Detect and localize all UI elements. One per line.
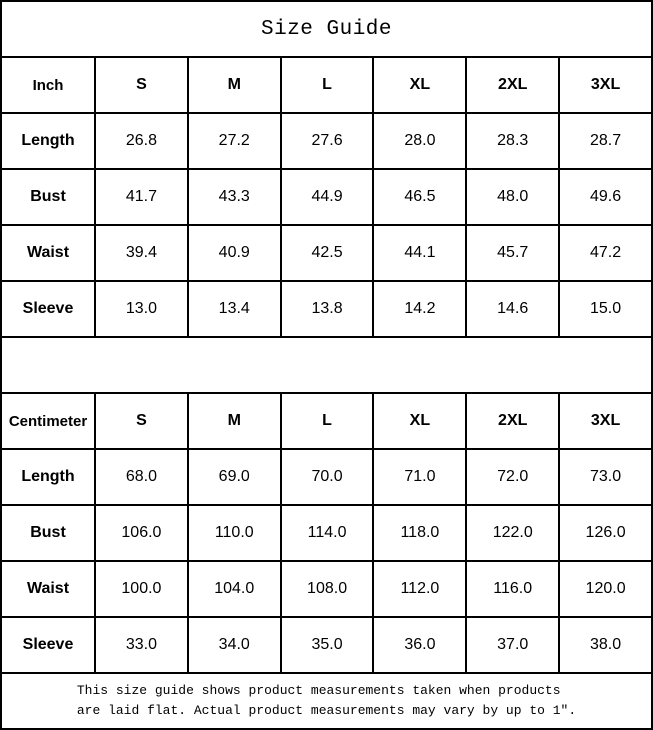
title-row — [1, 1, 652, 57]
inch-sleeve-l: 13.8 — [281, 281, 374, 337]
inch-waist-2xl: 45.7 — [466, 225, 559, 281]
footer-line-2: are laid flat. Actual product measurements may vary by up to 1″. — [76, 703, 577, 718]
cm-sleeve-l: 35.0 — [281, 617, 374, 673]
inch-waist-m: 40.9 — [188, 225, 281, 281]
cm-waist-3xl: 120.0 — [559, 561, 652, 617]
spacer-cell — [1, 337, 652, 393]
cm-bust-label: Bust — [1, 505, 95, 561]
inch-size-header-2xl: 2XL — [466, 57, 559, 113]
inch-header-row — [1, 57, 652, 113]
cm-bust-xl: 118.0 — [373, 505, 466, 561]
cm-sleeve-label: Sleeve — [1, 617, 95, 673]
cm-length-m: 69.0 — [188, 449, 281, 505]
inch-unit-header: Inch — [1, 57, 95, 113]
inch-sleeve-2xl: 14.6 — [466, 281, 559, 337]
cm-unit-header: Centimeter — [1, 393, 95, 449]
inch-size-header-xl: XL — [373, 57, 466, 113]
footer-line-1: This size guide shows product measurements taken when products — [76, 683, 561, 698]
cm-bust-3xl: 126.0 — [559, 505, 652, 561]
inch-bust-label: Bust — [1, 169, 95, 225]
inch-length-xl: 28.0 — [373, 113, 466, 169]
cm-header-row — [1, 393, 652, 449]
inch-row-bust — [1, 169, 652, 225]
cm-row-bust — [1, 505, 652, 561]
cm-waist-2xl: 116.0 — [466, 561, 559, 617]
inch-bust-s: 41.7 — [95, 169, 188, 225]
inch-sleeve-3xl: 15.0 — [559, 281, 652, 337]
cm-sleeve-3xl: 38.0 — [559, 617, 652, 673]
inch-waist-xl: 44.1 — [373, 225, 466, 281]
inch-bust-3xl: 49.6 — [559, 169, 652, 225]
cm-bust-m: 110.0 — [188, 505, 281, 561]
inch-sleeve-xl: 14.2 — [373, 281, 466, 337]
cm-bust-2xl: 122.0 — [466, 505, 559, 561]
cm-row-waist — [1, 561, 652, 617]
inch-waist-s: 39.4 — [95, 225, 188, 281]
inch-length-s: 26.8 — [95, 113, 188, 169]
inch-size-header-m: M — [188, 57, 281, 113]
cm-length-label: Length — [1, 449, 95, 505]
cm-sleeve-s: 33.0 — [95, 617, 188, 673]
cm-sleeve-3xl-prev: 37.0 — [466, 617, 559, 673]
inch-sleeve-s: 13.0 — [95, 281, 188, 337]
inch-length-label: Length — [1, 113, 95, 169]
cm-waist-l: 108.0 — [281, 561, 374, 617]
cm-length-3xl: 73.0 — [559, 449, 652, 505]
inch-size-header-3xl: 3XL — [559, 57, 652, 113]
cm-length-xl: 71.0 — [373, 449, 466, 505]
inch-bust-m: 43.3 — [188, 169, 281, 225]
cm-waist-m: 104.0 — [188, 561, 281, 617]
cm-row-length — [1, 449, 652, 505]
cm-bust-l: 114.0 — [281, 505, 374, 561]
cm-bust-s: 106.0 — [95, 505, 188, 561]
inch-bust-l: 44.9 — [281, 169, 374, 225]
inch-bust-2xl: 48.0 — [466, 169, 559, 225]
cm-sleeve-m: 34.0 — [188, 617, 281, 673]
inch-row-sleeve — [1, 281, 652, 337]
spacer-row — [1, 337, 652, 393]
inch-bust-xl: 46.5 — [373, 169, 466, 225]
cm-size-header-m: M — [188, 393, 281, 449]
cm-size-header-xl: XL — [373, 393, 466, 449]
inch-row-waist — [1, 225, 652, 281]
cm-length-2xl: 72.0 — [466, 449, 559, 505]
inch-size-header-l: L — [281, 57, 374, 113]
cm-size-header-2xl: 2XL — [466, 393, 559, 449]
cm-waist-label: Waist — [1, 561, 95, 617]
inch-waist-3xl: 47.2 — [559, 225, 652, 281]
cm-size-header-l: L — [281, 393, 374, 449]
cm-waist-xl: 112.0 — [373, 561, 466, 617]
cm-length-s: 68.0 — [95, 449, 188, 505]
cm-size-header-3xl: 3XL — [559, 393, 652, 449]
cm-waist-s: 100.0 — [95, 561, 188, 617]
footer-note-text — [77, 681, 576, 721]
inch-row-length — [1, 113, 652, 169]
inch-waist-label: Waist — [1, 225, 95, 281]
cm-sleeve-xl: 36.0 — [373, 617, 466, 673]
inch-sleeve-m: 13.4 — [188, 281, 281, 337]
inch-length-l: 27.6 — [281, 113, 374, 169]
footer-note — [1, 673, 652, 729]
inch-size-header-s: S — [95, 57, 188, 113]
cm-row-sleeve — [1, 617, 652, 673]
page-title: Size Guide — [1, 1, 652, 57]
footer-row — [1, 673, 652, 729]
cm-size-header-s: S — [95, 393, 188, 449]
inch-length-3xl: 28.7 — [559, 113, 652, 169]
cm-length-l: 70.0 — [281, 449, 374, 505]
inch-sleeve-label: Sleeve — [1, 281, 95, 337]
inch-length-2xl: 28.3 — [466, 113, 559, 169]
inch-length-m: 27.2 — [188, 113, 281, 169]
inch-waist-l: 42.5 — [281, 225, 374, 281]
